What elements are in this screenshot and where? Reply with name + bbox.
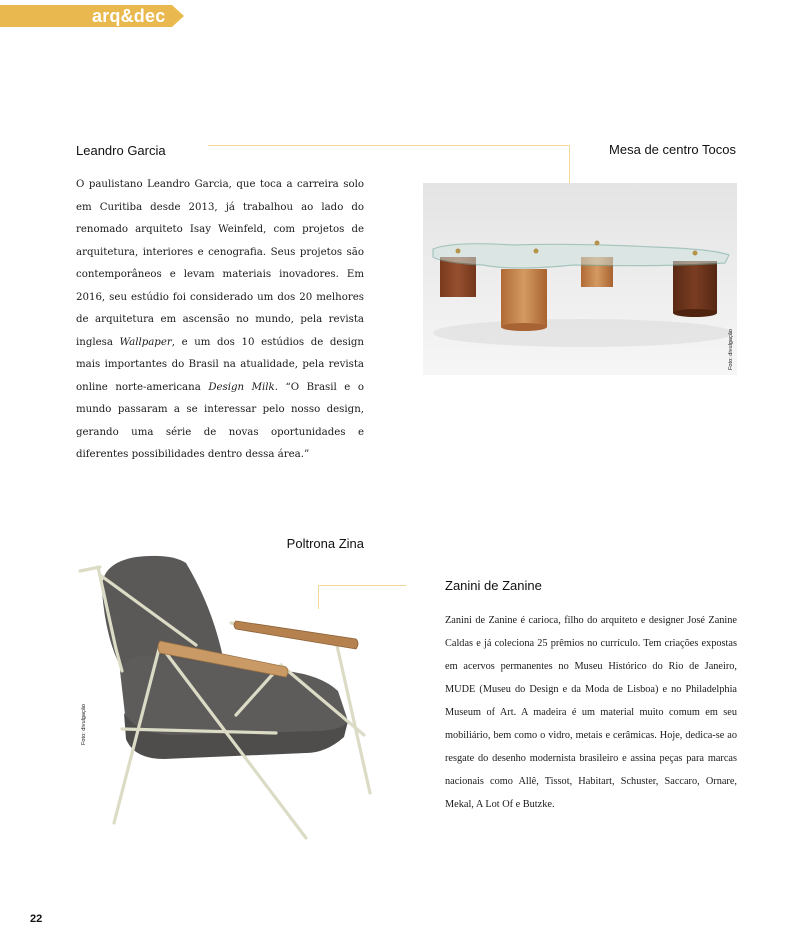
photo-credit-mesa: Foto: divulgação	[728, 328, 734, 370]
article-paragraph: Zanini de Zanine é carioca, filho do arquiteto e designer José Zanine Caldas e já coleciona 25 prêmios no currículo. Tem criações expostas em acervos permanentes no Museu Histórico do Rio de Janeiro, MUDE (Museu do Design e da Moda de Lisboa) e no Philadelphia Museum of Art. A madeira é um material muito comum em seu mobiliário, bem como o vidro, metais e cerâmicas. Hoje, dedica-se ao resgate do desenho modernista brasileiro e assina peças para marcas nacionais como Allê, Tissot, Habitart, Schuster, Saccaro, Ornare, Mekal, A Lot Of e Butzke.	[445, 615, 737, 810]
article-body-zanini	[445, 609, 737, 816]
photo-credit-poltrona: Foto: divulgação	[81, 703, 87, 745]
section-label: arq&dec	[92, 6, 166, 26]
table-illustration	[423, 183, 737, 375]
photo-poltrona-zina	[76, 553, 376, 843]
magazine-name-wallpaper: Wallpaper	[119, 336, 172, 348]
text-run: O paulistano Leandro Garcia, que toca a carreira solo em Curitiba desde 2013, já trabalhou ao lado do renomado arquiteto Isay Weinfeld, com projetos de arquitetura, interiores e cenografia. Seus projetos são contemporâneos e levam materiais inovadores. Em 2016, seu estúdio foi considerado um dos 20 melhores de arquitetura em ascensão no mundo, pela revista inglesa	[76, 179, 364, 348]
article-title-zanini: Zanini de Zanine	[445, 578, 542, 593]
leader-line-horizontal	[208, 145, 570, 146]
caption-mesa-tocos: Mesa de centro Tocos	[609, 142, 736, 157]
page-number: 22	[30, 913, 43, 925]
section-tab	[0, 5, 184, 27]
article-title-leandro: Leandro Garcia	[76, 143, 166, 158]
text-run: . “O Brasil e o mundo passaram a se interessar pelo nosso design, gerando uma série de novas oportunidades e diferentes possibilidades dentro dessa área.”	[76, 381, 365, 460]
armchair-illustration	[76, 553, 376, 843]
magazine-name-design-milk: Design Milk	[208, 381, 275, 393]
photo-mesa-tocos	[423, 183, 737, 375]
article-body-leandro	[76, 174, 364, 467]
caption-poltrona-zina: Poltrona Zina	[286, 536, 364, 551]
text-run: , e um dos 10 estúdios de design mais importantes do Brasil na atualidade, pela revista online norte-americana	[76, 336, 364, 393]
article-paragraph	[76, 174, 364, 467]
